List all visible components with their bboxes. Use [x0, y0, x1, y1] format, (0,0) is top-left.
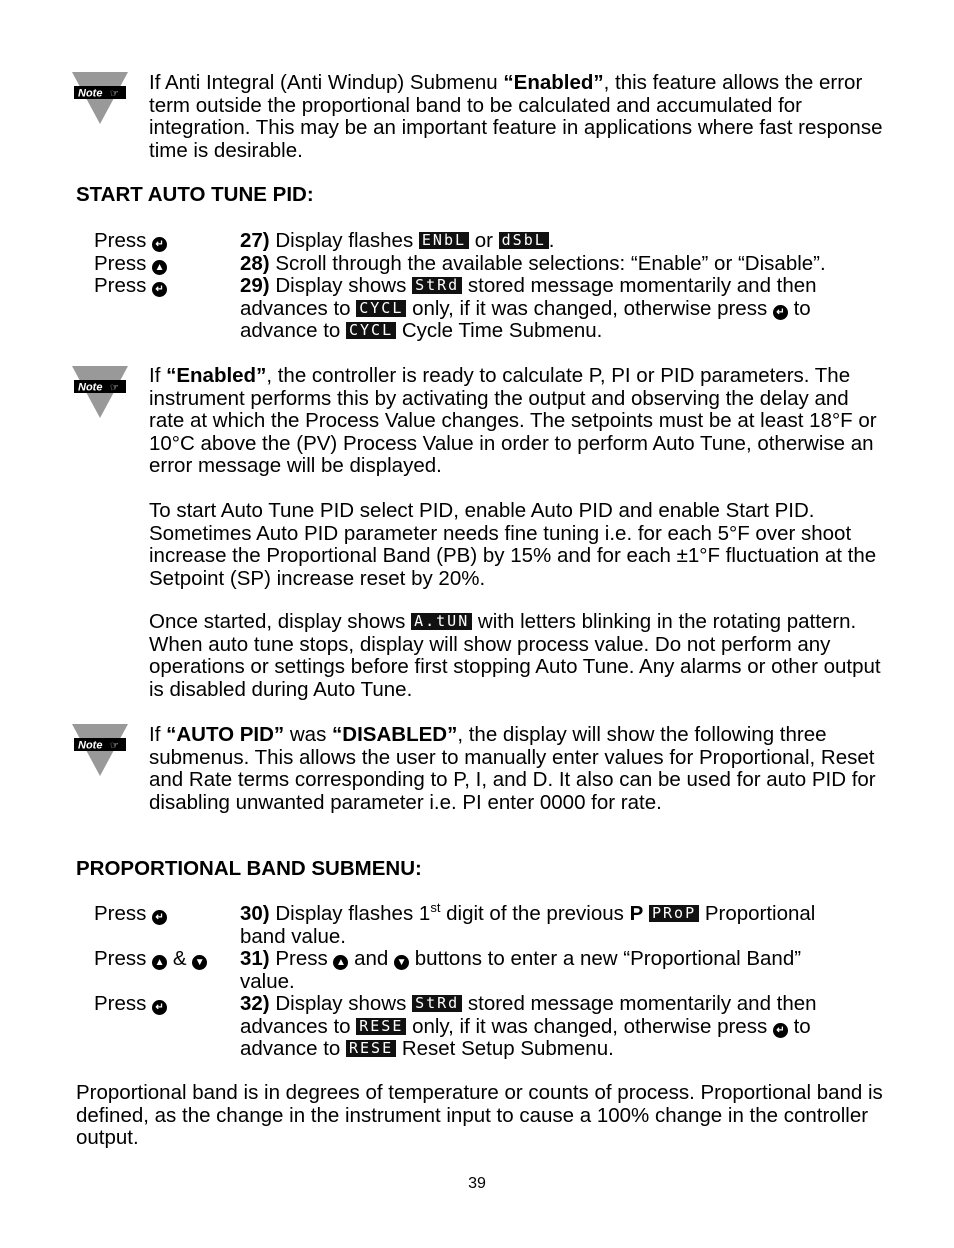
step-30-row: Press ↵ 30) Display flashes 1st digit of the previous P PRoP Proportional band value. — [94, 900, 816, 948]
heading-proportional-band: PROPORTIONAL BAND SUBMENU: — [76, 857, 422, 880]
note-icon — [72, 724, 128, 776]
lcd-dsbl: dSbL — [499, 232, 549, 249]
svg-text:Note: Note — [78, 739, 103, 752]
enter-button-icon: ↵ — [152, 910, 167, 925]
note-icon — [72, 72, 128, 124]
note-icon — [72, 366, 128, 418]
lcd-cycl: CYCL — [356, 300, 406, 317]
lcd-atun: A.tUN — [411, 613, 472, 630]
step-31-row: Press ▲ & ▼ 31) Press ▲ and ▼ buttons to enter a new “Proportional Band” value. — [94, 947, 802, 993]
lcd-strd: StRd — [412, 277, 462, 294]
note-anti-integral: If Anti Integral (Anti Windup) Submenu “Enabled”, this feature allows the error term outside the proportional band to be calculated and accumulated for integration. This may be an important feature in applications where fast response time is desirable. — [149, 71, 883, 162]
svg-text:Note: Note — [78, 87, 103, 100]
svg-text:Note: Note — [78, 381, 103, 394]
up-button-icon: ▲ — [152, 260, 167, 275]
heading-start-auto-tune: START AUTO TUNE PID: — [76, 183, 314, 206]
para-start-auto-tune: To start Auto Tune PID select PID, enable Auto PID and enable Start PID. Sometimes Auto PID parameter needs fine tuning i.e. for each 5°F over shoot increase the Proportional Band (PB) by 15% and for each ±1°F fluctuation at the Setpoint (SP) increase reset by 20%. — [149, 499, 877, 590]
note-enabled: If “Enabled”, the controller is ready to calculate P, PI or PID parameters. The instrument performs this by activating the output and observing the delay and rate at which the Process Value changes. The setpoints must be at least 18°F or 10°C above the (PV) Process Value in order to perform Auto Tune, otherwise an error message will be displayed. — [149, 364, 877, 477]
step-32-row: Press ↵ 32) Display shows StRd stored message momentarily and then advances to RESE only, if it was changed, otherwise press ↵ to advance to RESE Reset Setup Submenu. — [94, 992, 817, 1060]
step-27-row: Press ↵ 27) Display flashes ENbL or dSbL . — [94, 229, 555, 252]
enter-button-icon: ↵ — [152, 1000, 167, 1015]
lcd-strd: StRd — [412, 995, 462, 1012]
enter-button-icon: ↵ — [773, 1023, 788, 1038]
lcd-cycl: CYCL — [346, 322, 396, 339]
lcd-rese: RESE — [346, 1040, 396, 1057]
lcd-rese: RESE — [356, 1018, 406, 1035]
para-once-started: Once started, display shows A.tUN with letters blinking in the rotating pattern. When auto tune stops, display will show process value. Do not perform any operations or settings before first stopping Auto Tune. Any alarms or other output is disabled during Auto Tune. — [149, 610, 881, 701]
enter-button-icon: ↵ — [152, 282, 167, 297]
svg-text:☞: ☞ — [110, 740, 119, 752]
svg-text:☞: ☞ — [110, 88, 119, 100]
up-button-icon: ▲ — [333, 955, 348, 970]
down-button-icon: ▼ — [192, 955, 207, 970]
para-closing: Proportional band is in degrees of temperature or counts of process. Proportional band is defined, as the change in the instrument input to cause a 100% change in the controller output. — [76, 1081, 883, 1149]
enter-button-icon: ↵ — [773, 305, 788, 320]
up-button-icon: ▲ — [152, 955, 167, 970]
note-auto-pid-disabled: If “AUTO PID” was “DISABLED”, the display will show the following three submenus. This allows the user to manually enter values for Proportional, Reset and Rate terms corresponding to P, I, and D. It also can be used for auto PID for disabling unwanted parameter i.e. PI enter 0000 for rate. — [149, 723, 876, 814]
lcd-prop: PRoP — [649, 905, 699, 922]
down-button-icon: ▼ — [394, 955, 409, 970]
lcd-enbl: ENbL — [419, 232, 469, 249]
step-29-row: Press ↵ 29) Display shows StRd stored message momentarily and then advances to CYCL only, if it was changed, otherwise press ↵ to advance to CYCL Cycle Time Submenu. — [94, 274, 817, 342]
page-number: 39 — [468, 1175, 486, 1192]
svg-text:☞: ☞ — [110, 382, 119, 394]
enter-button-icon: ↵ — [152, 237, 167, 252]
step-28-row: Press ▲ 28) Scroll through the available selections: “Enable” or “Disable”. — [94, 252, 826, 275]
